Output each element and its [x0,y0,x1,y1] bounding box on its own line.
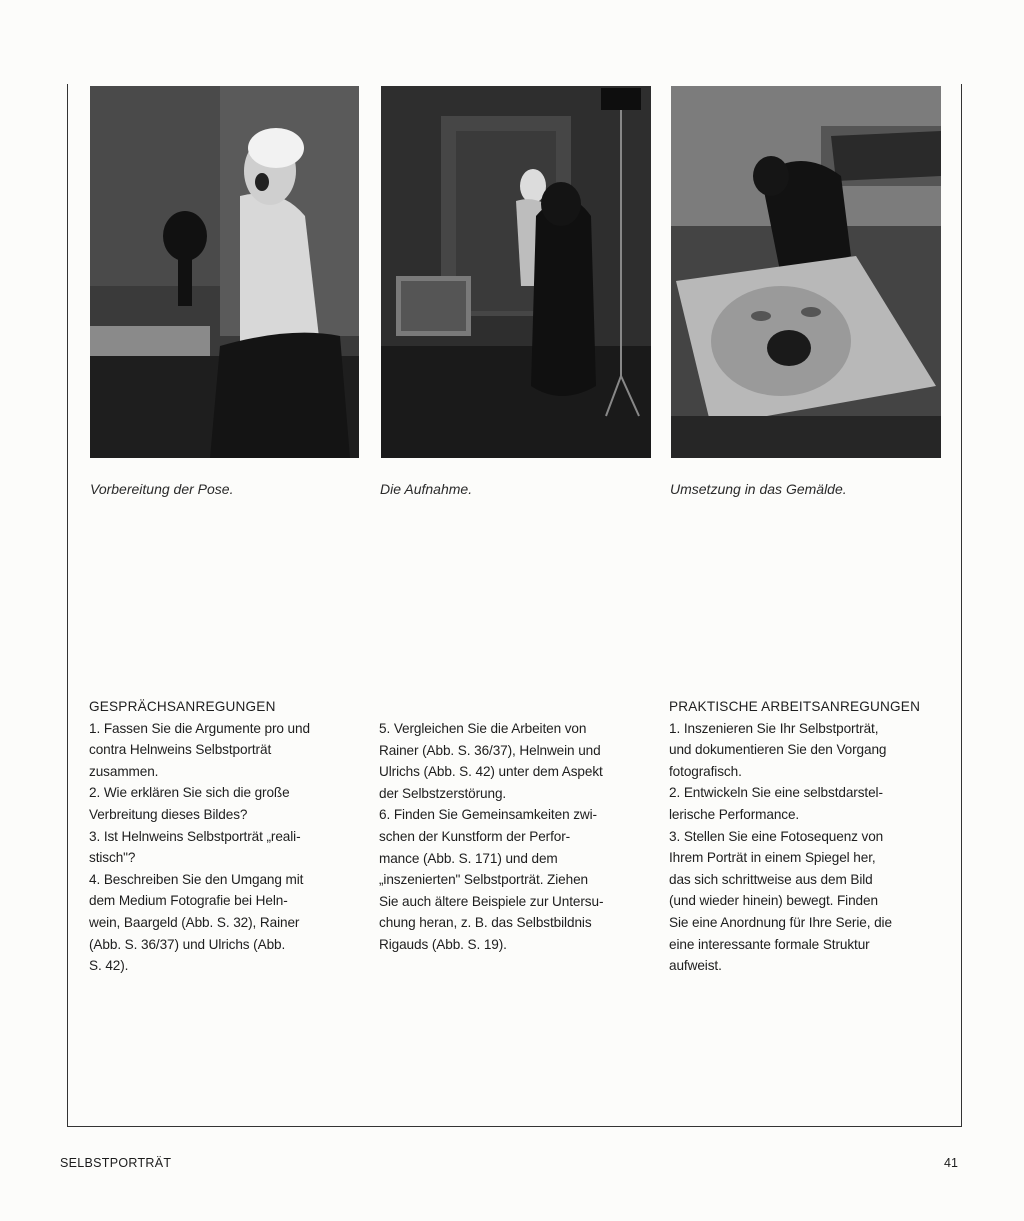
text-line: S. 42). [89,958,129,974]
text-line: Ulrichs (Abb. S. 42) unter dem Aspekt [379,764,603,780]
text-line: Ihrem Porträt in einem Spiegel her, [669,850,876,866]
text-line: 6. Finden Sie Gemeinsamkeiten zwi- [379,807,597,823]
text-line: 3. Ist Helnweins Selbstporträt „reali- [89,828,301,844]
text-line: lerische Performance. [669,806,800,822]
text-line: contra Helnweins Selbstporträt [89,742,272,758]
text-line: und dokumentieren Sie den Vorgang [669,742,887,758]
text-line: fotografisch. [669,763,742,779]
text-line: aufweist. [669,958,722,974]
text-line: das sich schrittweise aus dem Bild [669,871,873,887]
text-line: schen der Kunstform der Perfor- [379,828,571,844]
text-line: „inszenierten" Selbstporträt. Ziehen [379,872,589,888]
text-line: 1. Inszenieren Sie Ihr Selbstporträt, [669,720,879,736]
photo-painting [671,86,941,458]
discussion-heading: GESPRÄCHSANREGUNGEN [89,699,276,714]
photo-the-shot [381,86,651,458]
text-line: (Abb. S. 36/37) und Ulrichs (Abb. [89,936,286,952]
text-line: Sie auch ältere Beispiele zur Untersu- [379,893,604,909]
practical-column [669,696,945,977]
text-line: 2. Entwickeln Sie eine selbstdarstel- [669,785,883,801]
caption-preparation: Vorbereitung der Pose. [90,481,234,497]
text-line: dem Medium Fotografie bei Heln- [89,893,288,909]
discussion-column-middle [379,718,655,956]
running-footer-section: SELBSTPORTRÄT [60,1156,172,1170]
text-line: 5. Vergleichen Sie die Arbeiten von [379,721,587,736]
page-number: 41 [944,1156,958,1170]
caption-painting: Umsetzung in das Gemälde. [670,481,847,497]
text-line: chung heran, z. B. das Selbstbildnis [379,915,592,931]
text-line: 4. Beschreiben Sie den Umgang mit [89,871,304,887]
caption-the-shot: Die Aufnahme. [380,481,473,497]
text-line: 1. Fassen Sie die Argumente pro und [89,720,310,736]
text-line: Verbreitung dieses Bildes? [89,806,248,822]
text-line: stisch"? [89,850,136,866]
text-line: 2. Wie erklären Sie sich die große [89,785,290,801]
text-line: (und wieder hinein) bewegt. Finden [669,893,878,909]
text-line: Sie eine Anordnung für Ihre Serie, die [669,914,892,930]
text-line: wein, Baargeld (Abb. S. 32), Rainer [89,914,300,930]
text-line: mance (Abb. S. 171) und dem [379,850,558,866]
text-line: Rainer (Abb. S. 36/37), Helnwein und [379,742,601,758]
text-line: zusammen. [89,763,159,779]
text-line: eine interessante formale Struktur [669,936,870,952]
photo-preparation [90,86,359,458]
text-line: der Selbstzerstörung. [379,785,507,801]
text-line: Rigauds (Abb. S. 19). [379,936,507,952]
discussion-column-left [89,696,365,977]
practical-heading: PRAKTISCHE ARBEITSANREGUNGEN [669,699,921,714]
text-line: 3. Stellen Sie eine Fotosequenz von [669,828,884,844]
